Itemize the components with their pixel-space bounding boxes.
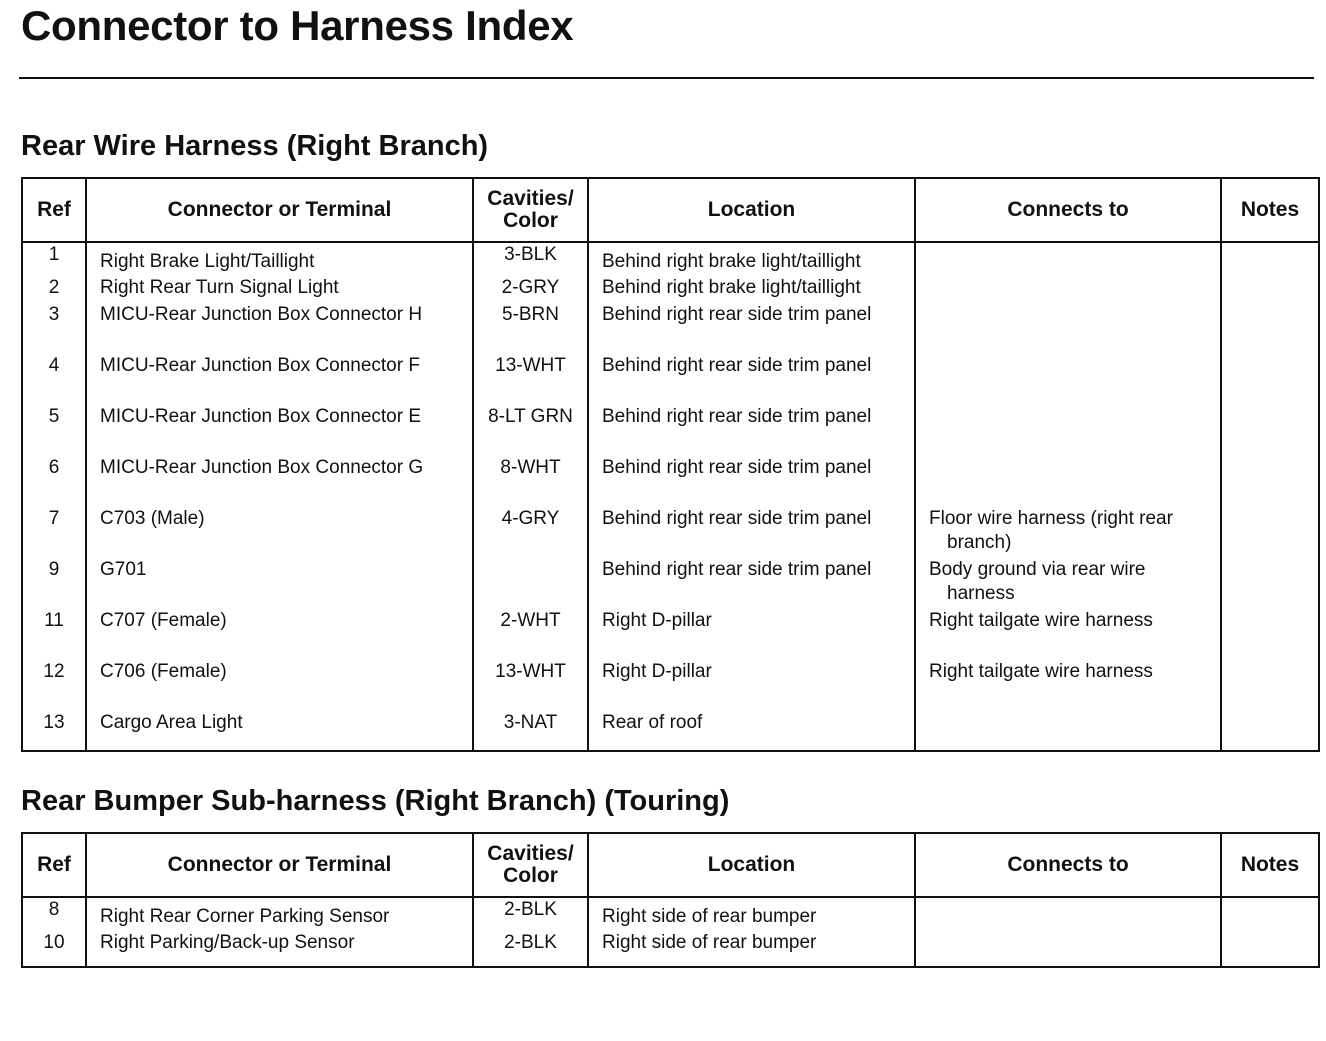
rear-bumper-sub-harness-table: [21, 832, 1320, 968]
cell-connector: MICU-Rear Junction Box Connector G: [86, 456, 473, 507]
col-header-connector: Connector or Terminal: [86, 178, 473, 242]
cell-cavities: 3-NAT: [473, 711, 588, 751]
col-header-cavities: Cavities/ Color: [473, 833, 588, 897]
cell-cavities: 2-BLK: [473, 931, 588, 967]
cell-location: Right D-pillar: [588, 660, 915, 711]
table-row: [22, 897, 1319, 931]
cell-connector: Cargo Area Light: [86, 711, 473, 751]
cell-cavities: [473, 558, 588, 609]
cell-connects-to: [915, 303, 1221, 354]
cell-connects-to: [915, 660, 1221, 711]
cell-connects-to: [915, 354, 1221, 405]
cell-connector: C703 (Male): [86, 507, 473, 558]
cell-cavities: 2-WHT: [473, 609, 588, 660]
col-header-connects-to: Connects to: [915, 833, 1221, 897]
table-body: [22, 242, 1319, 751]
cell-connector: C707 (Female): [86, 609, 473, 660]
cell-ref: 7: [22, 507, 86, 558]
cell-cavities: 8-LT GRN: [473, 405, 588, 456]
cell-connector: MICU-Rear Junction Box Connector F: [86, 354, 473, 405]
cell-location: Behind right rear side trim panel: [588, 558, 915, 609]
cell-ref: 11: [22, 609, 86, 660]
cell-notes: [1221, 558, 1319, 609]
page-title: Connector to Harness Index: [21, 2, 574, 49]
cell-cavities: 13-WHT: [473, 660, 588, 711]
cell-connects-to: [915, 558, 1221, 609]
connects-to-line: Body ground via rear wire: [929, 559, 1146, 580]
table-header-row: [22, 178, 1319, 242]
cell-cavities: 2-GRY: [473, 276, 588, 303]
cell-connector: MICU-Rear Junction Box Connector E: [86, 405, 473, 456]
cell-notes: [1221, 242, 1319, 276]
col-header-cavities: Cavities/ Color: [473, 178, 588, 242]
cell-connects-to: [915, 507, 1221, 558]
cell-ref: 6: [22, 456, 86, 507]
cell-cavities: 4-GRY: [473, 507, 588, 558]
title-divider: [19, 77, 1314, 79]
cell-location: Behind right rear side trim panel: [588, 354, 915, 405]
table-row: [22, 558, 1319, 609]
table-row: [22, 711, 1319, 751]
cell-notes: [1221, 897, 1319, 931]
cell-connector: Right Parking/Back-up Sensor: [86, 931, 473, 967]
cell-cavities: 2-BLK: [473, 897, 588, 931]
col-header-notes: Notes: [1221, 833, 1319, 897]
table-row: [22, 276, 1319, 303]
cell-connects-to: [915, 456, 1221, 507]
col-header-ref: Ref: [22, 178, 86, 242]
table-row: [22, 405, 1319, 456]
cell-notes: [1221, 609, 1319, 660]
table-row: [22, 354, 1319, 405]
cell-ref: 12: [22, 660, 86, 711]
cell-location: Behind right rear side trim panel: [588, 456, 915, 507]
cell-connects-to: [915, 897, 1221, 931]
cell-ref: 5: [22, 405, 86, 456]
cell-connector: G701: [86, 558, 473, 609]
cell-notes: [1221, 303, 1319, 354]
cell-location: Right side of rear bumper: [588, 897, 915, 931]
table-row: [22, 456, 1319, 507]
col-header-location: Location: [588, 833, 915, 897]
cell-connects-to: [915, 276, 1221, 303]
connects-to-line: Right tailgate wire harness: [929, 610, 1153, 631]
cell-location: Behind right rear side trim panel: [588, 507, 915, 558]
cell-connects-to: [915, 931, 1221, 967]
cell-location: Right side of rear bumper: [588, 931, 915, 967]
cell-cavities: 5-BRN: [473, 303, 588, 354]
cell-notes: [1221, 711, 1319, 751]
table-row: [22, 242, 1319, 276]
cell-ref: 10: [22, 931, 86, 967]
cell-connector: C706 (Female): [86, 660, 473, 711]
cell-ref: 1: [22, 242, 86, 276]
connects-to-continuation: branch): [947, 532, 1012, 553]
table-header-row: [22, 833, 1319, 897]
rear-wire-harness-table: [21, 177, 1320, 752]
cell-location: Rear of roof: [588, 711, 915, 751]
cell-ref: 9: [22, 558, 86, 609]
col-header-connector: Connector or Terminal: [86, 833, 473, 897]
connects-to-continuation: harness: [947, 583, 1015, 604]
cell-ref: 13: [22, 711, 86, 751]
col-header-location: Location: [588, 178, 915, 242]
table-row: [22, 303, 1319, 354]
table-row: [22, 660, 1319, 711]
cell-connector: Right Rear Corner Parking Sensor: [86, 897, 473, 931]
connects-to-line: Floor wire harness (right rear: [929, 508, 1173, 529]
cell-connector: MICU-Rear Junction Box Connector H: [86, 303, 473, 354]
cell-ref: 3: [22, 303, 86, 354]
cell-notes: [1221, 660, 1319, 711]
table-row: [22, 609, 1319, 660]
cell-location: Right D-pillar: [588, 609, 915, 660]
cell-notes: [1221, 507, 1319, 558]
cell-connects-to: [915, 242, 1221, 276]
cell-notes: [1221, 456, 1319, 507]
table-row: [22, 507, 1319, 558]
cell-notes: [1221, 276, 1319, 303]
cell-notes: [1221, 931, 1319, 967]
cell-cavities: 13-WHT: [473, 354, 588, 405]
cell-location: Behind right rear side trim panel: [588, 405, 915, 456]
cell-cavities: 8-WHT: [473, 456, 588, 507]
cell-location: Behind right brake light/taillight: [588, 242, 915, 276]
cell-connector: Right Brake Light/Taillight: [86, 242, 473, 276]
connects-to-line: Right tailgate wire harness: [929, 661, 1153, 682]
cell-notes: [1221, 405, 1319, 456]
cell-connects-to: [915, 711, 1221, 751]
cell-location: Behind right brake light/taillight: [588, 276, 915, 303]
section-title-rear-wire-harness: Rear Wire Harness (Right Branch): [21, 130, 489, 162]
section-title-rear-bumper-sub-harness: Rear Bumper Sub-harness (Right Branch) (Touring): [21, 785, 730, 817]
col-header-notes: Notes: [1221, 178, 1319, 242]
col-header-ref: Ref: [22, 833, 86, 897]
cell-location: Behind right rear side trim panel: [588, 303, 915, 354]
cell-notes: [1221, 354, 1319, 405]
cell-cavities: 3-BLK: [473, 242, 588, 276]
cell-ref: 8: [22, 897, 86, 931]
table-row: [22, 931, 1319, 967]
cell-connects-to: [915, 405, 1221, 456]
cell-connector: Right Rear Turn Signal Light: [86, 276, 473, 303]
cell-ref: 2: [22, 276, 86, 303]
table-body: [22, 897, 1319, 967]
cell-connects-to: [915, 609, 1221, 660]
col-header-connects-to: Connects to: [915, 178, 1221, 242]
cell-ref: 4: [22, 354, 86, 405]
